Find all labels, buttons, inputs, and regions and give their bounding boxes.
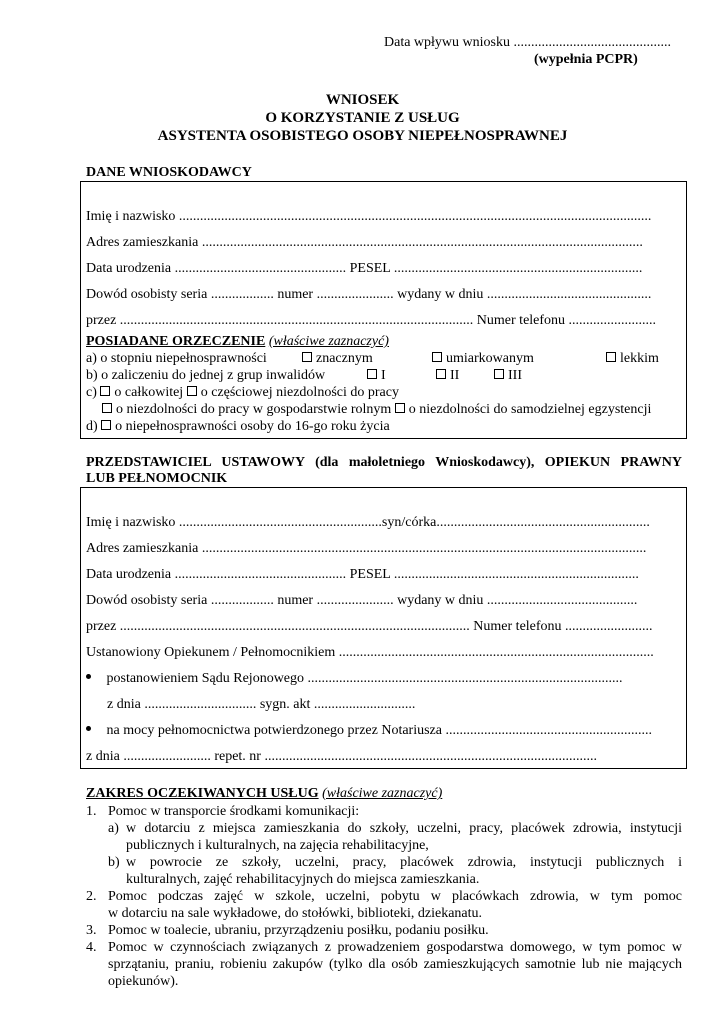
degree-option-mild[interactable]: lekkim	[606, 351, 659, 367]
service-item-1[interactable]: 1. Pomoc w transporcie środkami komunikacji:	[86, 804, 360, 819]
representative-heading-1: PRZEDSTAWICIEL USTAWOWY (dla małoletniego Wnioskodawcy), OPIEKUN PRAWNY	[86, 455, 682, 470]
rep-address-field[interactable]: Adres zamieszkania ...............................................................................................................................	[86, 541, 647, 556]
incapacity-farm: o niezdolności do pracy w gospodarstwie rolnym	[116, 402, 392, 417]
bullet-icon	[86, 726, 91, 731]
services-heading-text: ZAKRES OCZEKIWANYCH USŁUG	[86, 786, 319, 801]
checkbox-icon[interactable]	[436, 369, 446, 379]
applicant-name-field[interactable]: Imię i nazwisko .......................................................................................................................................	[86, 209, 652, 224]
bullet-icon	[86, 674, 91, 679]
service-item-1a[interactable]: a) w dotarciu z miejsca zamieszkania do szkoły, uczelni, pracy, placówek zdrowia, instytucji publicznych i kulturalnych, na zajęcia rehabilitacyjne,	[108, 821, 682, 853]
incapacity-partial: o częściowej niezdolności do pracy	[200, 385, 399, 400]
applicant-birth-pesel-field[interactable]: Data urodzenia ................................................. PESEL .......................................................................	[86, 261, 643, 276]
applicant-issued-phone-field[interactable]: przez ..................................................................................................... Numer telefonu .........................	[86, 313, 657, 328]
checkbox-icon[interactable]	[102, 403, 112, 413]
intake-date-field[interactable]: Data wpływu wniosku .............................................	[384, 35, 671, 50]
applicant-address-field[interactable]: Adres zamieszkania ..............................................................................................................................	[86, 235, 643, 250]
incapacity-line-c: c) o całkowitej o częściowej niezdolności do pracy	[86, 385, 399, 400]
group-option-1[interactable]: I	[367, 368, 386, 384]
service-item-4[interactable]: 4. Pomoc w czynnościach związanych z prowadzeniem gospodarstwa domowego, w tym pomoc w sprzątaniu, praniu, robieniu zakupów (tylko dla osób zamieszkujących samotnie lub nie mających opiekunów).	[86, 940, 682, 989]
checkbox-icon[interactable]	[494, 369, 504, 379]
checkbox-icon[interactable]	[101, 420, 111, 430]
checkbox-icon[interactable]	[302, 352, 312, 362]
degree-label: a) o stopniu niepełnosprawności	[86, 351, 267, 366]
service-item-2[interactable]: 2. Pomoc podczas zajęć w szkole, uczelni, pobytu w placówkach zdrowia, w tym pomoc w dotarciu na sale wykładowe, do stołówki, biblioteki, dziekanatu.	[86, 889, 682, 921]
checkbox-icon[interactable]	[395, 403, 405, 413]
group-option-3[interactable]: III	[494, 368, 522, 384]
group-label: b) o zaliczeniu do jednej z grup inwalidów	[86, 368, 326, 383]
rep-appointed-field[interactable]: Ustanowiony Opiekunem / Pełnomocnikiem ..........................................................................................	[86, 645, 654, 660]
incapacity-total: o całkowitej	[114, 385, 184, 400]
checkbox-icon[interactable]	[187, 386, 197, 396]
degree-option-significant[interactable]: znacznym	[302, 351, 373, 367]
service-item-3[interactable]: 3. Pomoc w toalecie, ubraniu, przyrządzeniu posiłku, podaniu posiłku.	[86, 923, 489, 938]
disability-line-d: d) o niepełnosprawności osoby do 16-go roku życia	[86, 419, 390, 434]
rep-court-field[interactable]: postanowieniem Sądu Rejonowego ..........................................................................................	[106, 671, 623, 686]
applicant-heading: DANE WNIOSKODAWCY	[86, 165, 252, 180]
service-item-1b[interactable]: b) w powrocie ze szkoły, uczelni, pracy, placówek zdrowia, instytucji publicznych i kulturalnych, zajęć rehabilitacyjnych do miejsca zamieszkania.	[108, 855, 682, 887]
disability-under-16: o niepełnosprawności osoby do 16-go roku życia	[115, 419, 390, 434]
certificate-heading-text: POSIADANE ORZECZENIE	[86, 334, 266, 349]
rep-issued-phone-field[interactable]: przez .................................................................................................... Numer telefonu .........................	[86, 619, 653, 634]
rep-birth-pesel-field[interactable]: Data urodzenia ................................................. PESEL ......................................................................	[86, 567, 639, 582]
title-line-1: WNIOSEK	[325, 92, 400, 108]
certificate-hint: (właściwe zaznaczyć)	[268, 334, 389, 349]
representative-heading-2: LUB PEŁNOMOCNIK	[86, 471, 228, 486]
checkbox-icon[interactable]	[100, 386, 110, 396]
incapacity-line-c2	[102, 402, 651, 418]
group-option-2[interactable]: II	[436, 368, 459, 384]
rep-notary-field[interactable]: na mocy pełnomocnictwa potwierdzonego przez Notariusza ...........................................................	[106, 723, 652, 738]
applicant-id-card-field[interactable]: Dowód osobisty seria .................. numer ...................... wydany w dniu ...............................................	[86, 287, 652, 302]
rep-notary-date-field[interactable]: z dnia ......................... repet. nr ...............................................................................................	[86, 749, 597, 764]
fill-note: (wypełnia PCPR)	[534, 52, 638, 67]
rep-court-date-field[interactable]: z dnia ................................ sygn. akt .............................	[107, 697, 416, 712]
checkbox-icon[interactable]	[432, 352, 442, 362]
services-list	[86, 803, 682, 990]
incapacity-independent: o niezdolności do samodzielnej egzystencji	[408, 402, 652, 417]
title-line-2: O KORZYSTANIE Z USŁUG	[265, 110, 460, 126]
checkbox-icon[interactable]	[606, 352, 616, 362]
title-line-3: ASYSTENTA OSOBISTEGO OSOBY NIEPEŁNOSPRAWNEJ	[157, 128, 568, 144]
checkbox-icon[interactable]	[367, 369, 377, 379]
rep-id-card-field[interactable]: Dowód osobisty seria .................. numer ...................... wydany w dniu ...........................................	[86, 593, 638, 608]
rep-court-line	[86, 671, 623, 687]
certificate-heading	[86, 334, 389, 350]
rep-notary-line	[86, 723, 652, 739]
degree-option-moderate[interactable]: umiarkowanym	[432, 351, 534, 367]
services-heading	[86, 786, 442, 802]
rep-name-field[interactable]: Imię i nazwisko ..........................................................syn/córka.............................................................	[86, 515, 650, 530]
services-hint: (właściwe zaznaczyć)	[322, 786, 443, 801]
